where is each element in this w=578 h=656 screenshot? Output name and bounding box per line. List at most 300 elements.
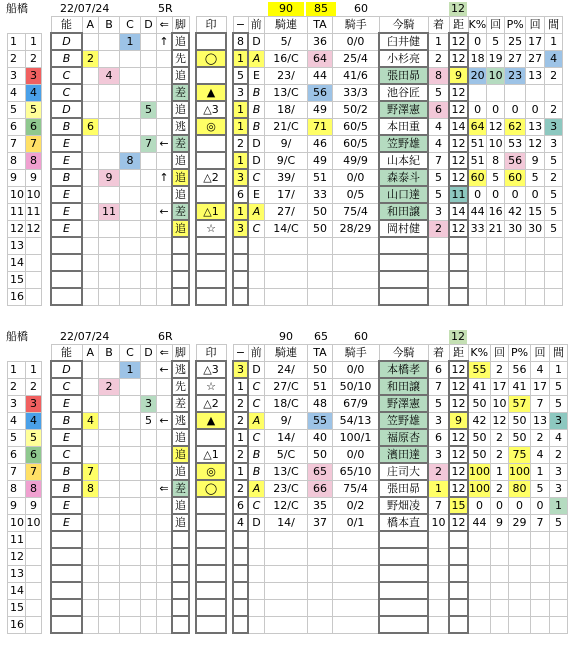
- jockey-combo: 21/C: [265, 118, 308, 135]
- empty-cell: [428, 271, 449, 288]
- rank-c: [120, 412, 141, 429]
- minus-value: 6: [233, 186, 248, 203]
- empty-cell: [82, 548, 99, 565]
- empty-cell: [333, 616, 380, 633]
- table-row: [8, 186, 563, 203]
- date-label: 22/07/24: [60, 330, 110, 343]
- p-percent: 25: [505, 33, 526, 50]
- jockey-combo: 12/C: [265, 497, 308, 514]
- ability-rank: B: [51, 480, 82, 497]
- jockey-record: 25/4: [333, 50, 380, 67]
- top-kyori: 12: [451, 2, 465, 15]
- finish-value: 7: [428, 152, 449, 169]
- empty-cell: [141, 254, 157, 271]
- empty-cell: [545, 271, 563, 288]
- empty-cell: [248, 616, 265, 633]
- empty-cell: [308, 548, 333, 565]
- k-percent: 0: [468, 33, 487, 50]
- jockey-combo: 14/: [265, 514, 308, 531]
- spacer: [226, 135, 233, 152]
- spacer: [42, 548, 52, 565]
- spacer: [226, 361, 233, 378]
- spacer: [226, 203, 233, 220]
- finish-value: 7: [428, 378, 449, 395]
- jockey-record: 75/4: [333, 203, 380, 220]
- count: 2: [491, 480, 509, 497]
- ability-rank: E: [51, 220, 82, 237]
- rank-a: [82, 429, 99, 446]
- empty-cell: [120, 582, 141, 599]
- empty-cell: [545, 254, 563, 271]
- previous-rank: C: [248, 220, 265, 237]
- count: 19: [488, 52, 503, 65]
- k-percent: 100: [469, 465, 490, 478]
- p-percent: 50: [509, 429, 531, 446]
- rank-d: [141, 429, 157, 446]
- interval: 3: [550, 463, 568, 480]
- row-number: 10: [8, 186, 26, 203]
- row-number: 1: [8, 33, 26, 50]
- spacer: [189, 446, 196, 463]
- waku-number: 5: [26, 429, 42, 446]
- ability-rank: E: [51, 514, 82, 531]
- prediction-mark: ☆: [196, 220, 226, 237]
- top-kishu: 60: [354, 2, 368, 15]
- jockey-combo: 13/C: [265, 84, 308, 101]
- spacer: [226, 565, 233, 582]
- empty-cell: [468, 565, 491, 582]
- table-row: [8, 599, 568, 616]
- rank-c: [120, 378, 141, 395]
- col-header-k: K%: [468, 345, 491, 362]
- table-row: [8, 237, 563, 254]
- empty-cell: [265, 271, 308, 288]
- col-header-a: A: [82, 345, 99, 362]
- prediction-mark: △3: [196, 101, 226, 118]
- jockey-name: 笠野雄: [379, 412, 428, 429]
- rank-c: 8: [120, 152, 141, 169]
- count-2: 5: [526, 169, 545, 186]
- previous-rank: C: [248, 395, 265, 412]
- count-2: 4: [531, 446, 550, 463]
- jockey-record: 100/1: [333, 429, 380, 446]
- empty-cell: [265, 548, 308, 565]
- k-percent: 33: [468, 220, 487, 237]
- spacer: [42, 395, 52, 412]
- spacer: [189, 254, 196, 271]
- empty-cell: [468, 582, 491, 599]
- row-number: 11: [8, 203, 26, 220]
- empty-cell: [51, 599, 82, 616]
- empty-cell: [51, 531, 82, 548]
- empty-cell: [265, 565, 308, 582]
- spacer: [189, 288, 196, 305]
- finish-value: 5: [428, 169, 449, 186]
- interval: [545, 84, 563, 101]
- empty-cell: [449, 288, 468, 305]
- empty-cell: [550, 616, 568, 633]
- empty-cell: [141, 237, 157, 254]
- trend-arrow: [157, 67, 173, 84]
- row-number: 3: [8, 67, 26, 84]
- empty-cell: [99, 531, 120, 548]
- rank-a: [82, 101, 99, 118]
- minus-value: 3: [233, 361, 248, 378]
- distance: 12: [449, 101, 468, 118]
- empty-cell: [487, 271, 505, 288]
- p-percent: 0: [505, 101, 526, 118]
- k-percent: 50: [468, 395, 491, 412]
- minus-value: 1: [233, 463, 248, 480]
- rank-c: [120, 84, 141, 101]
- p-percent: 0: [509, 497, 531, 514]
- rank-d: 7: [141, 135, 157, 152]
- minus-value: 4: [233, 514, 248, 531]
- empty-cell: [120, 548, 141, 565]
- empty-cell: [265, 288, 308, 305]
- spacer: [42, 50, 52, 67]
- table-row: [8, 118, 563, 135]
- empty-cell: [26, 548, 42, 565]
- row-number: 13: [8, 237, 26, 254]
- p-percent: 29: [509, 514, 531, 531]
- empty-cell: [265, 616, 308, 633]
- empty-cell: [379, 237, 428, 254]
- empty-cell: [265, 237, 308, 254]
- spacer: [42, 616, 52, 633]
- previous-rank: A: [248, 50, 265, 67]
- empty-cell: [428, 531, 449, 548]
- spacer: [189, 118, 196, 135]
- spacer: [189, 220, 196, 237]
- empty-cell: [550, 582, 568, 599]
- previous-rank: E: [248, 67, 265, 84]
- rank-b: [99, 480, 120, 497]
- spacer: [42, 169, 52, 186]
- rank-c: [120, 497, 141, 514]
- finish-value: 2: [428, 50, 449, 67]
- row-number: 9: [8, 497, 26, 514]
- col-header-kyori: 距: [449, 17, 468, 34]
- empty-cell: [248, 582, 265, 599]
- spacer: [189, 135, 196, 152]
- rank-d: [141, 152, 157, 169]
- waku-number: 12: [26, 222, 41, 235]
- spacer: [189, 429, 196, 446]
- empty-cell: [51, 616, 82, 633]
- spacer: [42, 463, 52, 480]
- finish-value: 5: [428, 84, 449, 101]
- distance: 14: [449, 203, 468, 220]
- rank-b: 9: [99, 169, 120, 186]
- previous-rank: C: [248, 497, 265, 514]
- interval: 3: [550, 412, 568, 429]
- col-header-arrow: ⇐: [157, 17, 173, 34]
- empty-cell: [333, 237, 380, 254]
- k-percent: 55: [468, 361, 491, 378]
- p-percent: 80: [509, 480, 531, 497]
- rank-c: [120, 395, 141, 412]
- prediction-mark: ◯: [196, 480, 226, 497]
- spacer: [42, 203, 52, 220]
- running-style: 逃: [172, 361, 189, 378]
- ability-rank: D: [51, 361, 82, 378]
- jockey-combo: 24/: [265, 361, 308, 378]
- jockey-name: 和田譲: [379, 378, 428, 395]
- rank-b: [99, 135, 120, 152]
- ability-rank: B: [51, 118, 82, 135]
- rank-d: [141, 220, 157, 237]
- count-2: 13: [526, 118, 545, 135]
- jockey-record: 65/10: [333, 463, 380, 480]
- jockey-name: 野澤憲: [379, 101, 428, 118]
- row-number: 5: [8, 429, 26, 446]
- table-row: [8, 531, 568, 548]
- empty-cell: [99, 599, 120, 616]
- count: 0: [491, 497, 509, 514]
- empty-cell: [82, 288, 99, 305]
- trend-arrow: ↑: [157, 33, 173, 50]
- spacer: [189, 616, 196, 633]
- table-row: [8, 101, 563, 118]
- spacer: [189, 169, 196, 186]
- spacer: [226, 531, 233, 548]
- table-row: [8, 412, 568, 429]
- empty-cell: [82, 254, 99, 271]
- col-header-chaku: 着: [428, 17, 449, 34]
- empty-cell: [428, 254, 449, 271]
- ability-rank: B: [51, 50, 82, 67]
- waku-number: 1: [26, 361, 42, 378]
- interval: 3: [550, 480, 568, 497]
- rank-d: [141, 514, 157, 531]
- finish-value: 4: [428, 118, 449, 135]
- col-header-kiso: 騎連: [265, 17, 308, 34]
- count: 10: [488, 137, 503, 150]
- table-row: [8, 446, 568, 463]
- jockey-name: 張田昴: [379, 480, 428, 497]
- rank-b: [99, 446, 120, 463]
- prediction-mark: [196, 186, 226, 203]
- col-header-mark: 印: [196, 345, 226, 362]
- jockey-record: 0/2: [333, 497, 380, 514]
- empty-cell: [157, 599, 173, 616]
- rank-d: 5: [141, 101, 157, 118]
- distance: 12: [449, 463, 468, 480]
- running-style: 差: [172, 480, 189, 497]
- previous-rank: D: [248, 135, 265, 152]
- p-percent: 42: [505, 203, 526, 220]
- empty-cell: [248, 288, 265, 305]
- jockey-combo: 27/: [265, 203, 308, 220]
- empty-cell: [196, 616, 226, 633]
- rank-d: [141, 463, 157, 480]
- empty-cell: [509, 599, 531, 616]
- count-2: 17: [526, 33, 545, 50]
- previous-rank: A: [248, 480, 265, 497]
- spacer: [189, 514, 196, 531]
- waku-number: 2: [26, 378, 42, 395]
- prediction-mark: △2: [196, 395, 226, 412]
- k-percent: 64: [468, 118, 487, 135]
- rank-c: [120, 446, 141, 463]
- rank-a: [82, 67, 99, 84]
- jockey-name: 笠野雄: [379, 135, 428, 152]
- running-style: 追: [172, 514, 189, 531]
- spacer: [189, 582, 196, 599]
- empty-cell: [509, 616, 531, 633]
- rank-d: [141, 50, 157, 67]
- rank-c: [120, 169, 141, 186]
- empty-cell: [51, 254, 82, 271]
- distance: 12: [449, 514, 468, 531]
- empty-cell: [531, 531, 550, 548]
- trend-arrow: ←: [157, 412, 173, 429]
- minus-value: 1: [233, 429, 248, 446]
- row-number: 8: [8, 152, 26, 169]
- empty-cell: [172, 254, 189, 271]
- minus-value: 1: [233, 50, 248, 67]
- running-style: 差: [172, 135, 189, 152]
- distance: 12: [449, 220, 468, 237]
- empty-cell: [428, 565, 449, 582]
- spacer: [42, 582, 52, 599]
- k-percent: 50: [468, 446, 491, 463]
- interval: 5: [550, 514, 568, 531]
- col-header-kyaku: 脚: [172, 345, 189, 362]
- waku-number: 3: [26, 67, 42, 84]
- empty-cell: [468, 616, 491, 633]
- rank-a: [82, 33, 99, 50]
- waku-number: 7: [26, 135, 42, 152]
- spacer: [226, 548, 233, 565]
- empty-cell: [26, 599, 42, 616]
- prediction-mark: [196, 429, 226, 446]
- rank-b: 2: [99, 378, 120, 395]
- ta-value: 66: [308, 480, 333, 497]
- ta-value: 56: [308, 84, 333, 101]
- count-2: 0: [526, 186, 545, 203]
- empty-cell: [99, 254, 120, 271]
- finish-value: 10: [428, 514, 449, 531]
- empty-cell: [379, 254, 428, 271]
- empty-cell: [82, 582, 99, 599]
- empty-cell: [531, 599, 550, 616]
- empty-cell: [509, 531, 531, 548]
- previous-rank: D: [248, 514, 265, 531]
- empty-cell: [468, 271, 487, 288]
- jockey-record: 28/29: [333, 220, 380, 237]
- rank-b: [99, 395, 120, 412]
- trend-arrow: [157, 186, 173, 203]
- spacer: [189, 17, 196, 34]
- p-percent: 50: [509, 412, 531, 429]
- col-header-blank: [8, 345, 26, 362]
- jockey-combo: 5/C: [265, 446, 308, 463]
- col-header-mark: 印: [196, 17, 226, 34]
- table-row: [8, 169, 563, 186]
- spacer: [42, 480, 52, 497]
- spacer: [42, 254, 52, 271]
- col-header-ta: TA: [308, 345, 333, 362]
- interval: 5: [545, 203, 563, 220]
- rank-a: 6: [82, 118, 99, 135]
- empty-cell: [82, 565, 99, 582]
- empty-cell: [449, 599, 468, 616]
- trend-arrow: ↑: [157, 169, 173, 186]
- empty-cell: [487, 254, 505, 271]
- rank-a: 8: [82, 480, 99, 497]
- count-2: 7: [531, 514, 550, 531]
- ta-value: 40: [308, 429, 333, 446]
- rank-b: [99, 497, 120, 514]
- row-number: 1: [8, 361, 26, 378]
- distance: 12: [449, 152, 468, 169]
- running-style: 先: [172, 378, 189, 395]
- jockey-combo: 13/C: [265, 463, 308, 480]
- spacer: [189, 33, 196, 50]
- col-header-kyaku: 脚: [172, 17, 189, 34]
- rank-b: [99, 463, 120, 480]
- count-2: 5: [531, 480, 550, 497]
- prediction-mark: ☆: [196, 378, 226, 395]
- empty-cell: [308, 599, 333, 616]
- jockey-record: 49/9: [333, 152, 380, 169]
- finish-value: 1: [428, 33, 449, 50]
- empty-cell: [120, 599, 141, 616]
- spacer: [226, 50, 233, 67]
- ta-value: 48: [308, 395, 333, 412]
- p-percent: [505, 84, 526, 101]
- spacer: [226, 288, 233, 305]
- jockey-name: 張田昴: [379, 67, 428, 84]
- running-style: 差: [172, 395, 189, 412]
- interval: 5: [545, 186, 563, 203]
- spacer: [189, 237, 196, 254]
- spacer: [42, 531, 52, 548]
- k-percent: 0: [468, 186, 487, 203]
- empty-cell: [233, 237, 248, 254]
- k-percent: [468, 84, 487, 101]
- prediction-mark: [196, 33, 226, 50]
- waku-number: 9: [26, 169, 42, 186]
- table-row: [8, 203, 563, 220]
- count: 12: [492, 414, 507, 427]
- empty-cell: [51, 565, 82, 582]
- col-header-c: C: [120, 17, 141, 34]
- finish-value: 6: [428, 361, 449, 378]
- row-number: 12: [8, 548, 26, 565]
- rank-d: [141, 446, 157, 463]
- ability-rank: B: [51, 412, 82, 429]
- empty-cell: [99, 582, 120, 599]
- ta-value: 50: [308, 220, 333, 237]
- k-percent: 41: [468, 378, 491, 395]
- prediction-mark: ◎: [196, 118, 226, 135]
- interval: 5: [545, 152, 563, 169]
- empty-cell: [26, 565, 42, 582]
- previous-rank: D: [248, 33, 265, 50]
- count-2: 27: [526, 50, 545, 67]
- minus-value: 1: [233, 118, 248, 135]
- previous-rank: C: [248, 378, 265, 395]
- spacer: [226, 429, 233, 446]
- jockey-name: 森泰斗: [379, 169, 428, 186]
- table-row: [8, 429, 568, 446]
- rank-a: [82, 446, 99, 463]
- jockey-record: 41/6: [333, 67, 380, 84]
- finish-value: 3: [428, 203, 449, 220]
